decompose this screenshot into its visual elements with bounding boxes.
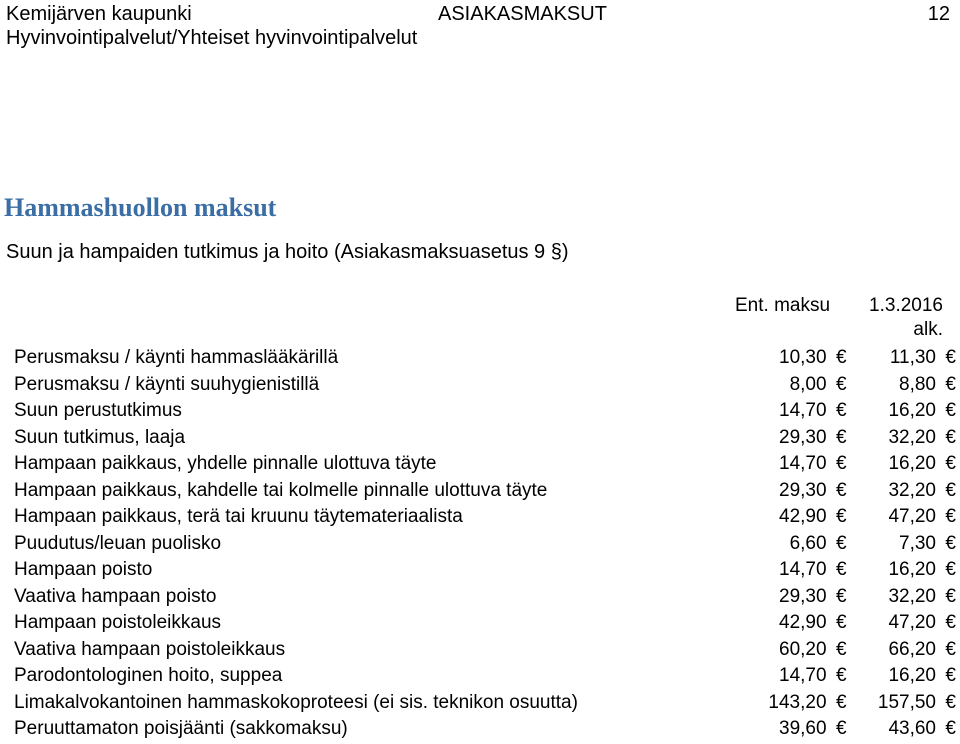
fee-name: Puudutus/leuan puolisko	[14, 532, 222, 554]
fee-row	[14, 478, 960, 505]
previous-fee-value: 8,00	[789, 373, 827, 395]
fee-row	[14, 425, 960, 452]
euro-sign: €	[835, 506, 847, 527]
previous-fee-cell	[747, 531, 847, 558]
new-fee-value: 11,30	[889, 347, 936, 368]
euro-sign: €	[835, 585, 847, 607]
previous-fee-cell	[747, 557, 847, 584]
fee-name: Perusmaksu / käynti hammaslääkärillä	[14, 347, 339, 368]
new-fee-value: 16,20	[888, 400, 936, 421]
euro-sign: €	[945, 373, 956, 395]
header-organization: Kemijärven kaupunki	[6, 3, 192, 25]
new-fee-cell	[847, 425, 960, 452]
euro-sign: €	[945, 479, 956, 501]
euro-sign: €	[835, 638, 847, 660]
new-fee-cell	[847, 451, 960, 478]
fee-row	[14, 531, 960, 558]
new-fee-cell	[847, 690, 960, 717]
new-fee-cell	[847, 610, 960, 637]
fee-row	[14, 610, 960, 637]
new-fee-value: 16,20	[888, 559, 936, 580]
euro-sign: €	[835, 559, 847, 580]
previous-fee-value: 14,70	[779, 559, 827, 580]
previous-fee-cell	[747, 584, 847, 611]
new-fee-value: 32,20	[888, 479, 936, 501]
previous-fee-cell	[747, 425, 847, 452]
new-fee-cell	[847, 637, 960, 664]
fee-table	[14, 345, 960, 743]
previous-fee-cell	[747, 451, 847, 478]
new-fee-cell	[847, 372, 960, 399]
column-header-previous-fee: Ent. maksu	[735, 295, 831, 316]
fee-row	[14, 663, 960, 690]
section-subtitle: Suun ja hampaiden tutkimus ja hoito (Asiakasmaksuasetus 9 §)	[6, 241, 569, 263]
previous-fee-value: 29,30	[779, 426, 827, 448]
euro-sign: €	[945, 612, 956, 633]
fee-name: Hampaan paikkaus, terä tai kruunu täytemateriaalista	[14, 506, 463, 527]
previous-fee-value: 10,30	[779, 347, 827, 368]
fee-name: Vaativa hampaan poisto	[14, 585, 217, 607]
column-header-new-fee	[863, 294, 943, 342]
previous-fee-value: 42,90	[779, 612, 827, 633]
euro-sign: €	[945, 532, 956, 554]
new-fee-value: 47,20	[888, 506, 936, 527]
fee-row	[14, 557, 960, 584]
previous-fee-cell	[747, 372, 847, 399]
new-fee-cell	[847, 345, 960, 372]
previous-fee-value: 60,20	[779, 638, 827, 660]
euro-sign: €	[835, 479, 847, 501]
fee-row	[14, 584, 960, 611]
euro-sign: €	[835, 453, 847, 474]
fee-name: Hampaan paikkaus, kahdelle tai kolmelle pinnalle ulottuva täyte	[14, 479, 548, 501]
fee-table-body	[14, 345, 960, 743]
euro-sign: €	[945, 691, 956, 713]
new-fee-value: 8,80	[899, 373, 936, 395]
euro-sign: €	[945, 453, 956, 474]
euro-sign: €	[835, 691, 847, 713]
fee-name: Peruuttamaton poisjäänti (sakkomaksu)	[14, 718, 348, 739]
fee-row	[14, 504, 960, 531]
previous-fee-value: 39,60	[779, 718, 827, 739]
euro-sign: €	[945, 585, 956, 607]
euro-sign: €	[835, 612, 847, 633]
new-fee-value: 157,50	[877, 691, 936, 713]
euro-sign: €	[945, 718, 956, 739]
euro-sign: €	[835, 718, 847, 739]
new-fee-cell	[847, 504, 960, 531]
previous-fee-value: 14,70	[779, 453, 827, 474]
new-fee-cell	[847, 584, 960, 611]
column-header-new-fee-date: 1.3.2016	[869, 295, 943, 316]
previous-fee-cell	[747, 690, 847, 717]
new-fee-cell	[847, 398, 960, 425]
previous-fee-cell	[747, 504, 847, 531]
new-fee-value: 16,20	[888, 453, 936, 474]
fee-row	[14, 372, 960, 399]
new-fee-value: 32,20	[888, 585, 936, 607]
euro-sign: €	[945, 426, 956, 448]
euro-sign: €	[945, 638, 956, 660]
euro-sign: €	[945, 400, 956, 421]
new-fee-value: 16,20	[888, 665, 936, 686]
fee-row	[14, 690, 960, 717]
new-fee-value: 7,30	[899, 532, 936, 554]
previous-fee-cell	[747, 663, 847, 690]
column-header-new-fee-suffix: alk.	[913, 319, 943, 340]
euro-sign: €	[835, 426, 847, 448]
fee-row	[14, 716, 960, 743]
fee-row	[14, 398, 960, 425]
previous-fee-value: 42,90	[779, 506, 827, 527]
new-fee-value: 66,20	[888, 638, 936, 660]
page-number: 12	[927, 3, 950, 25]
euro-sign: €	[835, 373, 847, 395]
new-fee-value: 43,60	[888, 718, 936, 739]
section-title: Hammashuollon maksut	[4, 193, 277, 222]
previous-fee-cell	[747, 345, 847, 372]
header-department: Hyvinvointipalvelut/Yhteiset hyvinvointipalvelut	[6, 27, 418, 49]
fee-row	[14, 345, 960, 372]
previous-fee-value: 29,30	[779, 585, 827, 607]
fee-row	[14, 451, 960, 478]
previous-fee-value: 14,70	[779, 400, 827, 421]
previous-fee-value: 6,60	[789, 532, 827, 554]
previous-fee-value: 29,30	[779, 479, 827, 501]
fee-name: Limakalvokantoinen hammaskokoproteesi (ei sis. teknikon osuutta)	[14, 691, 578, 713]
header-document-title: ASIAKASMAKSUT	[438, 3, 607, 25]
new-fee-cell	[847, 716, 960, 743]
previous-fee-cell	[747, 637, 847, 664]
previous-fee-cell	[747, 398, 847, 425]
fee-name: Parodontologinen hoito, suppea	[14, 665, 283, 686]
fee-name: Suun perustutkimus	[14, 400, 182, 421]
fee-name: Suun tutkimus, laaja	[14, 426, 186, 448]
fee-name: Vaativa hampaan poistoleikkaus	[14, 638, 286, 660]
euro-sign: €	[945, 347, 956, 368]
fee-name: Perusmaksu / käynti suuhygienistillä	[14, 373, 320, 395]
euro-sign: €	[835, 400, 847, 421]
euro-sign: €	[945, 559, 956, 580]
previous-fee-cell	[747, 716, 847, 743]
euro-sign: €	[835, 347, 847, 368]
euro-sign: €	[835, 532, 847, 554]
previous-fee-cell	[747, 478, 847, 505]
fee-name: Hampaan poistoleikkaus	[14, 612, 222, 633]
euro-sign: €	[945, 506, 956, 527]
fee-name: Hampaan poisto	[14, 559, 153, 580]
new-fee-value: 32,20	[888, 426, 936, 448]
fee-row	[14, 637, 960, 664]
fee-name: Hampaan paikkaus, yhdelle pinnalle ulottuva täyte	[14, 453, 437, 474]
previous-fee-cell	[747, 610, 847, 637]
euro-sign: €	[835, 665, 847, 686]
new-fee-cell	[847, 531, 960, 558]
previous-fee-value: 143,20	[768, 691, 827, 713]
previous-fee-value: 14,70	[779, 665, 827, 686]
new-fee-cell	[847, 663, 960, 690]
new-fee-cell	[847, 478, 960, 505]
new-fee-cell	[847, 557, 960, 584]
euro-sign: €	[945, 665, 956, 686]
new-fee-value: 47,20	[888, 612, 936, 633]
